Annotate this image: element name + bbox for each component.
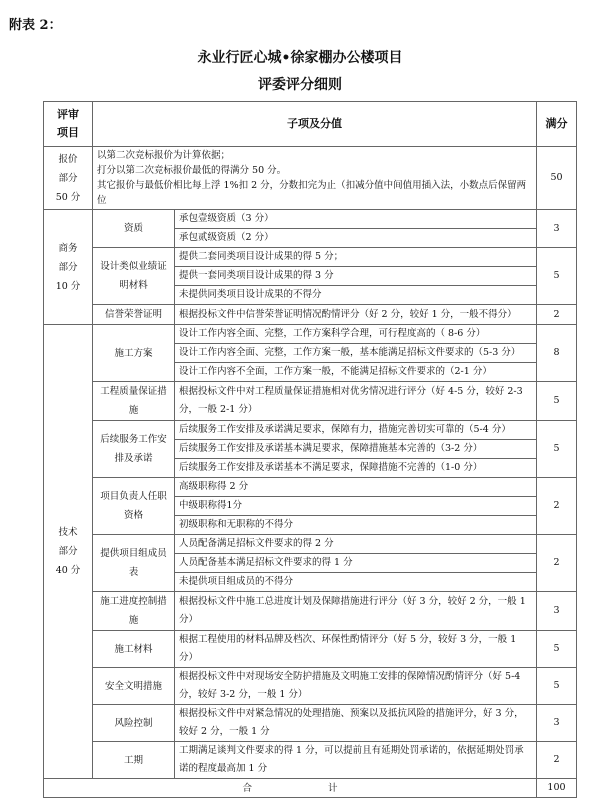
table-row: [44, 631, 577, 668]
score-cell: 5: [537, 668, 577, 705]
subitem-name: 风险控制: [93, 705, 175, 742]
criteria-line: 未提供同类项目设计成果的不得分: [175, 286, 537, 305]
category-cell: [44, 325, 93, 779]
total-row: [44, 779, 577, 798]
subitem-name: 工期: [93, 742, 175, 779]
criteria-line: 根据投标文件中信誉荣誉证明情况酌情评分（好 2 分，较好 1 分，一般不得分）: [175, 305, 537, 325]
table-row: [44, 421, 577, 440]
category-label: 50 分: [55, 191, 81, 203]
document-subtitle: 评委评分细则: [258, 77, 342, 93]
category-label: 部分: [58, 546, 78, 557]
subitem-name: 信誉荣誉证明: [93, 305, 175, 325]
criteria-line: 人员配备基本满足招标文件要求的得 1 分: [175, 554, 537, 573]
criteria-line: 中级职称得1分: [175, 497, 537, 516]
category-cell: [44, 147, 93, 210]
category-label: 部分: [58, 261, 78, 273]
table-row: [44, 325, 577, 344]
criteria-line: 设计工作内容不全面，工作方案一般，不能满足招标文件要求的（2-1 分）: [175, 363, 537, 382]
subitem-name: 施工方案: [93, 325, 175, 382]
criteria-text: 根据工程使用的材料品牌及档次、环保性酌情评分（好 5 分，较好 3 分，一般 1 分）: [175, 631, 537, 668]
subitem-name: 后续服务工作安排及承诺: [93, 421, 175, 478]
criteria-line: 后续服务工作安排及承诺满足要求，保障有力，措施完善切实可靠的（5-4 分）: [175, 421, 537, 440]
subitem-name: 施工材料: [93, 631, 175, 668]
category-label: 10 分: [55, 280, 81, 292]
criteria-line: 人员配备满足招标文件要求的得 2 分: [175, 535, 537, 554]
table-row-price: [44, 147, 577, 210]
score-cell: 5: [537, 248, 577, 305]
score-cell: 2: [537, 742, 577, 779]
subitem-name: 提供项目组成员表: [93, 535, 175, 592]
criteria-text: 工期满足谈判文件要求的得 1 分，可以提前且有延期处罚承诺的，依据延期处罚承诺的程度最高加 1 分: [175, 742, 537, 779]
subitem-name: 设计类似业绩证明材料: [93, 248, 175, 305]
category-cell: [44, 210, 93, 325]
rule-line: 其它报价与最低价相比每上浮 1%扣 2 分，分数扣完为止（扣减分值中间值用插入法，小数点后保留两位: [97, 180, 527, 206]
category-label: 商务: [58, 242, 78, 254]
criteria-line: 未提供项目组成员的不得分: [175, 573, 537, 592]
category-label: 40 分: [55, 565, 81, 576]
subitem-name: 施工进度控制措施: [93, 592, 175, 631]
score-cell: 3: [537, 705, 577, 742]
criteria-line: 初级职称和无职称的不得分: [175, 516, 537, 535]
score-cell: 2: [537, 478, 577, 535]
subitem-name: 工程质量保证措施: [93, 382, 175, 421]
price-rules: [93, 147, 537, 210]
header-subitem: 子项及分值: [93, 102, 537, 147]
score-cell: 8: [537, 325, 577, 382]
criteria-line: 后续服务工作安排及承诺基本满足要求，保障措施基本完善的（3-2 分）: [175, 440, 537, 459]
table-row: [44, 535, 577, 554]
criteria-line: 设计工作内容全面、完整，工作方案科学合理，可行程度高的（ 8-6 分）: [175, 325, 537, 344]
criteria-line: 提供一套同类项目设计成果的得 3 分: [175, 267, 537, 286]
header-category: 评审 项目: [44, 102, 93, 147]
subitem-name: 项目负责人任职资格: [93, 478, 175, 535]
table-row: [44, 592, 577, 631]
table-row: [44, 478, 577, 497]
criteria-line: 高级职称得 2 分: [175, 478, 537, 497]
category-label: 技术: [58, 527, 78, 538]
criteria-line: 后续服务工作安排及承诺基本不满足要求，保障措施不完善的（1-0 分）: [175, 459, 537, 478]
criteria-text: 根据投标文件中对紧急情况的处理措施、预案以及抵抗风险的措施评分，好 3 分，较好 2 分，一般 1 分: [175, 705, 537, 742]
rule-line: 以第二次竞标报价为计算依据；: [97, 150, 231, 161]
criteria-line: 提供二套同类项目设计成果的得 5 分；: [175, 248, 537, 267]
table-row: [44, 668, 577, 705]
subitem-name: 资质: [93, 210, 175, 248]
score-cell: 5: [537, 631, 577, 668]
criteria-text: 根据投标文件中对工程质量保证措施相对优劣情况进行评分（好 4-5 分，较好 2-3 分，一般 2-1 分）: [175, 382, 537, 421]
table-row: [44, 382, 577, 421]
subitem-name: 安全文明措施: [93, 668, 175, 705]
score-cell: 3: [537, 592, 577, 631]
scoring-table: [43, 101, 577, 798]
table-row: [44, 742, 577, 779]
score-cell: 2: [537, 535, 577, 592]
criteria-line: 设计工作内容全面、完整，工作方案一般，基本能满足招标文件要求的（5-3 分）: [175, 344, 537, 363]
criteria-line: 承包壹级资质（3 分）: [175, 210, 537, 229]
score-cell: 2: [537, 305, 577, 325]
category-label: 部分: [58, 172, 78, 184]
total-label: 合 计: [44, 779, 537, 798]
category-label: 报价: [58, 153, 78, 165]
header-row: [44, 102, 577, 147]
header-score: 满分: [537, 102, 577, 147]
annex-label: 附表 2：: [9, 18, 62, 33]
table-row: [44, 305, 577, 325]
score-cell: 5: [537, 382, 577, 421]
score-cell: 50: [537, 147, 577, 210]
rule-line: 打分以第二次竞标报价最低的得满分 50 分。: [97, 165, 287, 176]
criteria-text: 根据投标文件中对现场安全防护措施及文明施工安排的保障情况酌情评分（好 5-4 分，较好 3-2 分，一般 1 分）: [175, 668, 537, 705]
criteria-line: 承包贰级资质（2 分）: [175, 229, 537, 248]
document-title: 永业行匠心城•徐家棚办公楼项目: [197, 50, 403, 66]
total-score: 100: [537, 779, 577, 798]
score-cell: 3: [537, 210, 577, 248]
table-row: [44, 248, 577, 267]
score-cell: 5: [537, 421, 577, 478]
table-row: [44, 705, 577, 742]
table-row: [44, 210, 577, 229]
criteria-text: 根据投标文件中施工总进度计划及保障措施进行评分（好 3 分，较好 2 分，一般 1 分）: [175, 592, 537, 631]
